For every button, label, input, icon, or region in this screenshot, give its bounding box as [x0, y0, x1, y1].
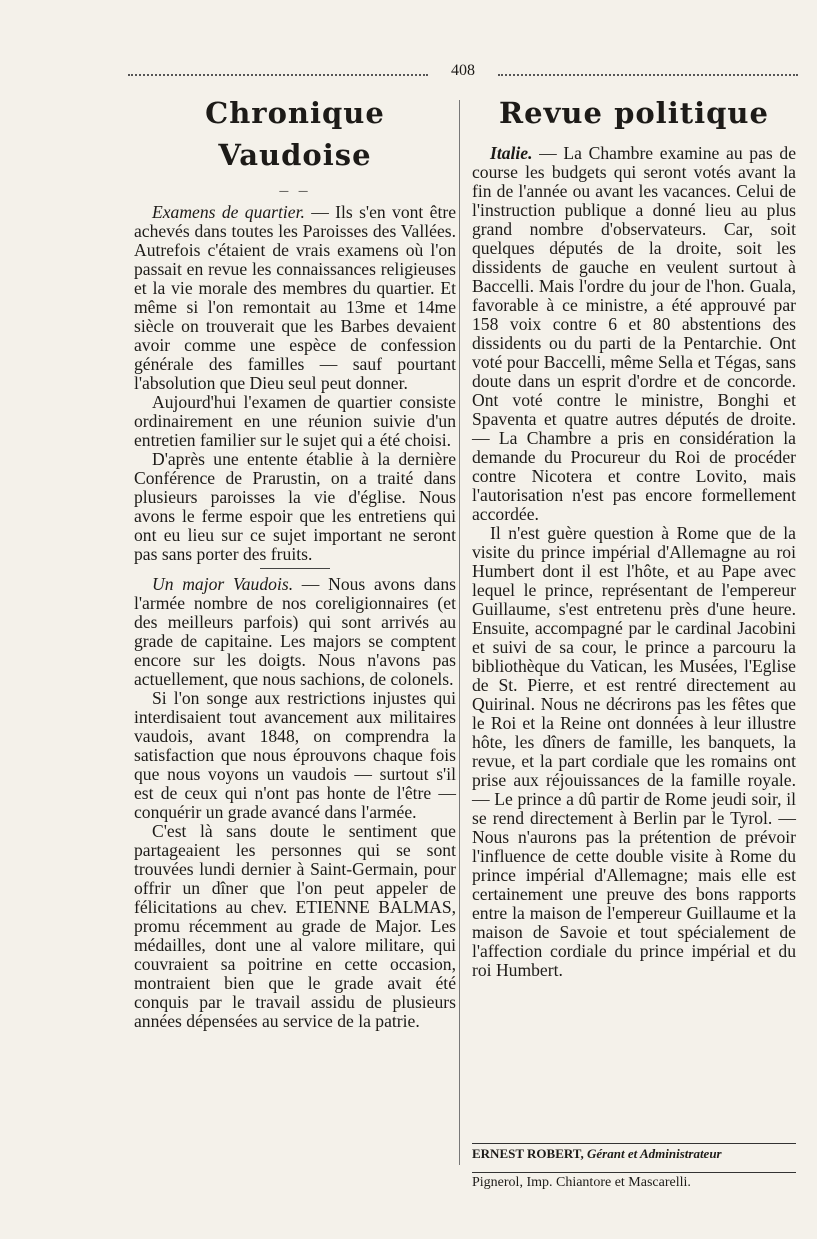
section-title: Revue politique: [499, 96, 769, 130]
printer-imprint: Pignerol, Imp. Chiantore et Mascarelli.: [472, 1175, 691, 1190]
column-divider: [459, 100, 460, 1165]
footer-rule-bottom: [472, 1172, 796, 1173]
article-paragraph: [472, 144, 796, 524]
article-text: Il n'est guère question à Rome que de la visite du prince impérial d'Allemagne au roi Humbert dont il est l'hôte, et au Pape avec lequel le prince, représentant de l'empereur Guillaume, s'est entretenu près d'une heure. Ensuite, accompagné par le cardinal Jacobini et suivi de sa cour, le prince a parcouru la bibliothèque du Vatican, les Musées, l'Eglise de St. Pierre, et est rentré directement au Quirinal. Nous ne décrirons pas les fêtes que le Roi et la Reine ont données à leur illustre hôte, les dîners de famille, les banquets, la revue, et la part cordiale que les romains ont prise aux réjouissances de la famille royale. — Le prince a dû partir de Rome jeudi soir, il se rend directement à Berlin par le Tyrol. — Nous n'aurons pas la prétention de prévoir l'influence de cette double visite à Rome du prince impérial d'Allemagne; mais elle est certainement une preuve des bons rapports entre la maison de l'empereur Guillaume et la maison de Savoie et tout spécialement de l'affection cordiale du prince impérial et du roi Humbert.: [472, 523, 796, 980]
article-lead: Examens de quartier.: [152, 202, 305, 222]
article-paragraph: [134, 575, 456, 689]
revue-politique-column: [472, 92, 796, 980]
article-paragraph: [134, 689, 456, 822]
article-paragraph: [134, 203, 456, 393]
article-text: — La Chambre examine au pas de course les budgets qui seront votés avant la fin de l'année ou avant les vacances. Celui de l'instruction publique a donné lieu au plus grand nombre d'observateurs. Car, soit quelques députés de la droite, soit les dissidents de gauche en veulent surtout à Baccelli. Mais l'ordre du jour de l'hon. Guala, favorable à ce ministre, a été approuvé par 158 voix contre 6 et 80 abstentions des dissidents ou du parti de la Pentarchie. Ont voté pour Baccelli, même Sella et Tégas, sans doute dans un esprit d'ordre et de concorde. Ont voté contre le ministre, Bonghi et Spaventa et quatre autres députés de droite. — La Chambre a pris en considération la demande du Procureur du Roi de procéder contre Nicotera et contre Lovito, mais l'autorisation n'est pas encore formellement accordée.: [472, 143, 796, 524]
article-paragraph: [134, 393, 456, 450]
administrator-role: Gérant et Administrateur: [583, 1146, 722, 1161]
article-text: D'après une entente établie à la dernière Conférence de Prarustin, on a traité dans plusieurs paroisses la vie d'église. Nous avons le ferme espoir que les entretiens qui ont eu lieu sur ce sujet important ne seront pas sans porter des fruits.: [134, 449, 456, 564]
footer-rule-top: [472, 1143, 796, 1144]
footer-administrator: [472, 1146, 796, 1162]
article-separator: [260, 568, 330, 569]
article-lead: Un major Vaudois.: [152, 574, 294, 594]
section-title: Chronique Vaudoise: [205, 96, 385, 172]
article-text: — Ils s'en vont être achevés dans toutes les Paroisses des Vallées. Autrefois c'étaient de vrais examens où l'on passait en revue les connaissances religieuses et la vie morale des membres du quartier. Et même si l'on remontait au 13me et 14me siècle on trouverait que les Barbes devaient avoir comme une espèce de confession générale des familles — sauf pourtant l'absolution que Dieu seul peut donner.: [134, 202, 457, 393]
article-paragraph: [134, 450, 456, 564]
article-text: C'est là sans doute le sentiment que partageaient les personnes qui se sont trouvées lundi dernier à Saint-Germain, pour offrir un dîner que l'on peut appeler de félicitations au chev. ETIENNE BALMAS, promu récemment au grade de Major. Les médailles, dont une al valore militare, qui couvraient sa poitrine en cette occasion, montraient bien que le grade avait été conquis par le travail assidu de plusieurs années dépensées au service de la patrie.: [134, 821, 456, 1031]
title-ornament: — —: [278, 186, 312, 197]
article-text: Si l'on songe aux restrictions injustes qui interdisaient tout avancement aux militaires vaudois, avant 1848, on comprendra la satisfaction que nous éprouvons chaque fois que nous voyons un vaudois — surtout s'il est de ceux qui n'ont pas honte de l'être — conquérir un grade avancé dans l'armée.: [134, 688, 456, 822]
administrator-name: ERNEST ROBERT,: [472, 1146, 584, 1161]
article-text: — Nous avons dans l'armée nombre de nos coreligionnaires (et des meilleurs parfois) qui sont arrivés au grade de capitaine. Les majors se comptent encore sur les doigts. Nous n'avons pas actuellement, que nous sachions, de colonels.: [134, 574, 456, 689]
article-lead: Italie.: [490, 143, 533, 163]
article-paragraph: [472, 524, 796, 980]
page-header: [128, 62, 798, 84]
article-text: Aujourd'hui l'examen de quartier consiste ordinairement en une réunion suivie d'un entretien familier sur le sujet qui a été choisi.: [134, 392, 456, 450]
chronique-vaudoise-column: [134, 92, 456, 1031]
page-number: 408: [451, 62, 475, 79]
article-paragraph: [134, 822, 456, 1031]
header-rule-left: [128, 74, 428, 76]
header-rule-right: [498, 74, 798, 76]
